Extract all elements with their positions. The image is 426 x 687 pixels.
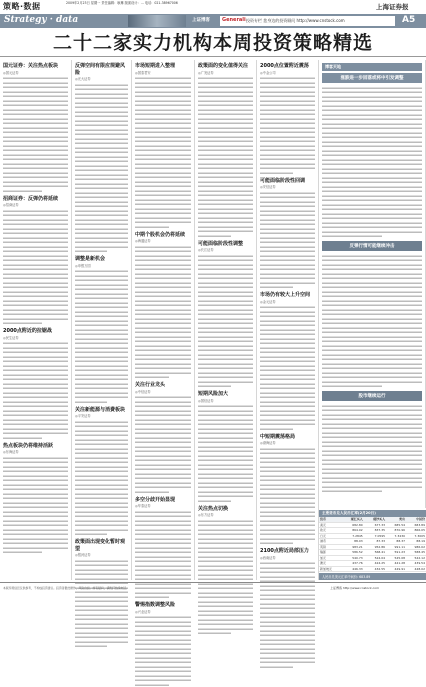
table-body <box>319 522 426 572</box>
article-body <box>260 446 315 545</box>
table-cell: 澳元 <box>319 561 341 567</box>
advert-logo: Generali <box>222 17 246 23</box>
table-cell: 424.25 <box>364 561 386 567</box>
blog-box-title-1: 涨跌进一步回落或将中引发调整 <box>322 73 422 83</box>
article-body <box>75 419 128 536</box>
blog-box-title-3: 股市继续运行 <box>322 391 422 401</box>
table-cell: 432.55 <box>364 566 386 572</box>
blog-text-1 <box>322 85 422 238</box>
article-byline: ◎民生证券 <box>3 335 19 340</box>
table-cell: 591.23 <box>386 550 406 556</box>
article-byline: ◎国元证券 <box>3 70 19 75</box>
table-cell: 港币 <box>319 539 341 545</box>
table-cell: 540.73 <box>341 555 363 561</box>
table-header-cell: 货币 <box>319 517 341 522</box>
article-title[interactable]: 2100点附近局部压力 <box>260 548 309 554</box>
article-byline: ◎中金公司 <box>260 70 276 75</box>
column-1 <box>0 60 72 580</box>
table-cell: 952.86 <box>364 544 386 550</box>
text-line <box>322 384 382 389</box>
article-title[interactable]: 关注热点切换 <box>198 505 229 512</box>
text-line <box>135 375 169 380</box>
text-line <box>75 644 107 649</box>
text-line <box>260 426 293 431</box>
table-row <box>319 566 426 572</box>
text-line <box>135 682 169 687</box>
article-byline: ◎银河证券 <box>75 553 91 557</box>
column-2 <box>72 60 132 580</box>
text-line <box>260 285 293 290</box>
table-cell: 524.04 <box>364 555 386 561</box>
table-cell: 542.12 <box>406 555 426 561</box>
article-byline: ◎西南证券 <box>260 555 276 560</box>
page-footer <box>0 582 426 622</box>
column-right <box>319 60 426 508</box>
article-byline: ◎渤海证券 <box>260 441 276 445</box>
article-title[interactable]: 政策面出现变化暂时观望 <box>75 539 126 552</box>
article-body <box>135 395 191 494</box>
table-cell: 美元 <box>319 522 341 528</box>
article-body <box>75 269 128 404</box>
exchange-rate-table <box>319 510 426 582</box>
article-byline: ◎金元证券 <box>260 299 276 304</box>
text-line <box>198 233 231 238</box>
footer-link[interactable]: 上证博客 http://www.cnstock.com <box>330 586 380 590</box>
article-byline: ◎东海证券 <box>3 450 19 454</box>
table-cell: 864.02 <box>341 528 363 534</box>
article-title[interactable]: 招商证券：反弹仍将延续 <box>3 195 59 202</box>
table-cell: 88.37 <box>386 539 406 545</box>
article-byline: ◎海通证券 <box>135 239 151 243</box>
table-cell: 439.54 <box>406 561 426 567</box>
table-cell: 986.02 <box>406 544 426 550</box>
table-cell: 449.91 <box>386 566 406 572</box>
table-header-cell: 卖出 <box>386 517 406 522</box>
table-cell: 586.52 <box>341 550 363 556</box>
table-cell: 7.0595 <box>364 533 386 539</box>
issue-meta: 2009年2月23日 星期一 责任编辑：耿琳 版面设计：… 电话：021-38967006 <box>66 1 178 5</box>
table-note: 人民币兑美元汇率中间价: 683.89 <box>319 573 426 580</box>
article-byline: ◎东方证券 <box>198 513 214 517</box>
text-line <box>322 489 382 494</box>
table-cell: 683.89 <box>406 522 426 528</box>
blog-box-head: 博客天地 <box>322 63 422 71</box>
article-body <box>3 208 68 325</box>
advert-banner[interactable] <box>220 16 395 26</box>
article-byline: ◎光大证券 <box>75 77 91 81</box>
table-cell: 87.33 <box>364 539 386 545</box>
text-line <box>260 541 293 546</box>
table-cell: 7.3430 <box>386 533 406 539</box>
table-cell: 448.02 <box>406 566 426 572</box>
article-byline: ◎申银万国 <box>75 263 91 268</box>
table-cell: 加元 <box>319 555 341 561</box>
article-body <box>75 82 128 253</box>
article-byline: ◎平安证券 <box>75 414 91 418</box>
article-body <box>198 253 253 388</box>
article-byline: ◎招商证券 <box>3 203 19 207</box>
article-body <box>3 455 68 554</box>
table-cell: 677.33 <box>364 522 386 528</box>
rates-table <box>319 517 426 572</box>
article-title[interactable]: 热点板块仍将维持活跃 <box>3 442 54 449</box>
article-title[interactable]: 关注新能源与消费板块 <box>75 406 126 413</box>
article-title[interactable]: 市场短期进入整理 <box>135 63 176 69</box>
blog-box-title-2: 反弹行情可能继续冲击 <box>322 241 422 251</box>
article-byline: ◎国信证券 <box>198 398 214 403</box>
table-cell: 545.08 <box>386 555 406 561</box>
text-line <box>198 631 231 636</box>
article-title[interactable]: 多空分歧开始显现 <box>135 496 176 503</box>
article-title[interactable]: 国元证券：关注热点板块 <box>3 63 59 69</box>
text-line <box>135 224 169 229</box>
page-number: A5 <box>402 15 416 25</box>
section-title: Strategy · data <box>4 15 79 25</box>
table-cell: 437.76 <box>341 561 363 567</box>
table-cell: 441.28 <box>386 561 406 567</box>
masthead <box>0 0 426 12</box>
band-photo <box>128 15 186 27</box>
advert-text: 投资专栏 您身边的投资顾问 http://www.cnstock.com <box>246 18 345 23</box>
table-cell: 7.2845 <box>341 533 363 539</box>
table-cell: 568.41 <box>364 550 386 556</box>
blog-text-2 <box>322 253 422 388</box>
article-title[interactable]: 可能面临阶段性回调 <box>260 177 306 184</box>
table-cell: 瑞郎 <box>319 550 341 556</box>
text-line <box>198 384 231 389</box>
table-header-cell: 中间价 <box>406 517 426 522</box>
table-cell: 7.3005 <box>406 533 426 539</box>
article-title[interactable]: 中期个股机会仍将延续 <box>135 231 186 238</box>
table-cell: 英镑 <box>319 544 341 550</box>
blog-text-3 <box>322 403 422 493</box>
article-title[interactable]: 短期风险加大 <box>198 391 229 397</box>
table-cell: 新加坡元 <box>319 566 341 572</box>
article-byline: ◎兴业证券 <box>135 609 151 614</box>
article-title[interactable]: 警惕指数调整风险 <box>135 602 176 608</box>
text-line <box>3 321 42 326</box>
band-label: 上证博客 <box>192 18 210 23</box>
table-cell: 991.11 <box>386 544 406 550</box>
article-body <box>3 76 68 193</box>
table-cell: 837.35 <box>364 528 386 534</box>
table-cell: 866.05 <box>406 528 426 534</box>
table-header-cell: 现汇买入 <box>341 517 363 522</box>
column-4 <box>195 60 257 580</box>
section-brand: 策略·数据 <box>3 2 41 11</box>
article-title[interactable]: 调整是新机会 <box>75 256 106 262</box>
article-byline: ◎安信证券 <box>260 185 276 189</box>
article-title[interactable]: 市场仍有较大上升空间 <box>260 292 311 298</box>
table-cell: 88.03 <box>341 539 363 545</box>
article-byline: ◎国泰君安 <box>135 70 151 75</box>
text-line <box>135 489 169 494</box>
text-line <box>322 234 382 239</box>
article-title[interactable]: 政策面的变化值得关注 <box>198 63 249 69</box>
article-body <box>260 76 315 175</box>
text-line <box>75 249 107 254</box>
table-cell: 88.19 <box>406 539 426 545</box>
article-title[interactable]: 反弹空间有限应规避风险 <box>75 63 126 76</box>
article-body <box>198 404 253 503</box>
table-cell: 682.80 <box>341 522 363 528</box>
article-byline: ◎长江证券 <box>198 248 214 252</box>
paper-logo: 上海证券报 <box>376 3 409 11</box>
table-cell: 446.33 <box>341 566 363 572</box>
article-title[interactable]: 关注行业龙头 <box>135 382 166 388</box>
page-headline: 二十二家实力机构本周投资策略精选 <box>0 29 426 57</box>
table-cell: 870.96 <box>386 528 406 534</box>
article-title[interactable]: 中短期震荡格局 <box>260 433 296 440</box>
table-cell: 685.54 <box>386 522 406 528</box>
article-body <box>198 76 253 238</box>
text-line <box>3 435 42 440</box>
table-header-cell: 现钞买入 <box>364 517 386 522</box>
text-line <box>260 170 293 175</box>
article-title[interactable]: 可能面临阶段性调整 <box>198 240 244 247</box>
section-band <box>0 14 426 28</box>
text-line <box>75 532 107 537</box>
article-body <box>260 305 315 431</box>
column-5 <box>257 60 319 580</box>
text-line <box>3 188 42 193</box>
table-cell: 983.21 <box>341 544 363 550</box>
article-title[interactable]: 2000点附近的拉锯战 <box>3 328 52 334</box>
column-3 <box>132 60 195 614</box>
article-byline: ◎中信证券 <box>135 389 151 394</box>
text-line <box>260 664 293 669</box>
table-title: 主要货币兑人民币汇率(2月20日) <box>319 510 426 517</box>
article-title[interactable]: 2000点位置附近震荡 <box>260 63 309 69</box>
article-body <box>135 615 191 687</box>
text-line <box>198 498 231 503</box>
table-cell: 588.45 <box>406 550 426 556</box>
article-byline: ◎华泰证券 <box>135 504 151 508</box>
table-cell: 日元 <box>319 533 341 539</box>
article-byline: ◎广发证券 <box>198 70 214 75</box>
text-line <box>3 550 42 555</box>
article-body <box>135 244 191 379</box>
article-body <box>260 190 315 289</box>
text-line <box>75 399 107 404</box>
footer-disclaimer: 本版所载信息仅供参考，不构成投资建议。投资者据此操作，风险自担。如有疑问，请拨打热线电话。 <box>3 586 129 590</box>
article-body <box>3 341 68 440</box>
article-body <box>135 76 191 229</box>
table-cell: 欧元 <box>319 528 341 534</box>
